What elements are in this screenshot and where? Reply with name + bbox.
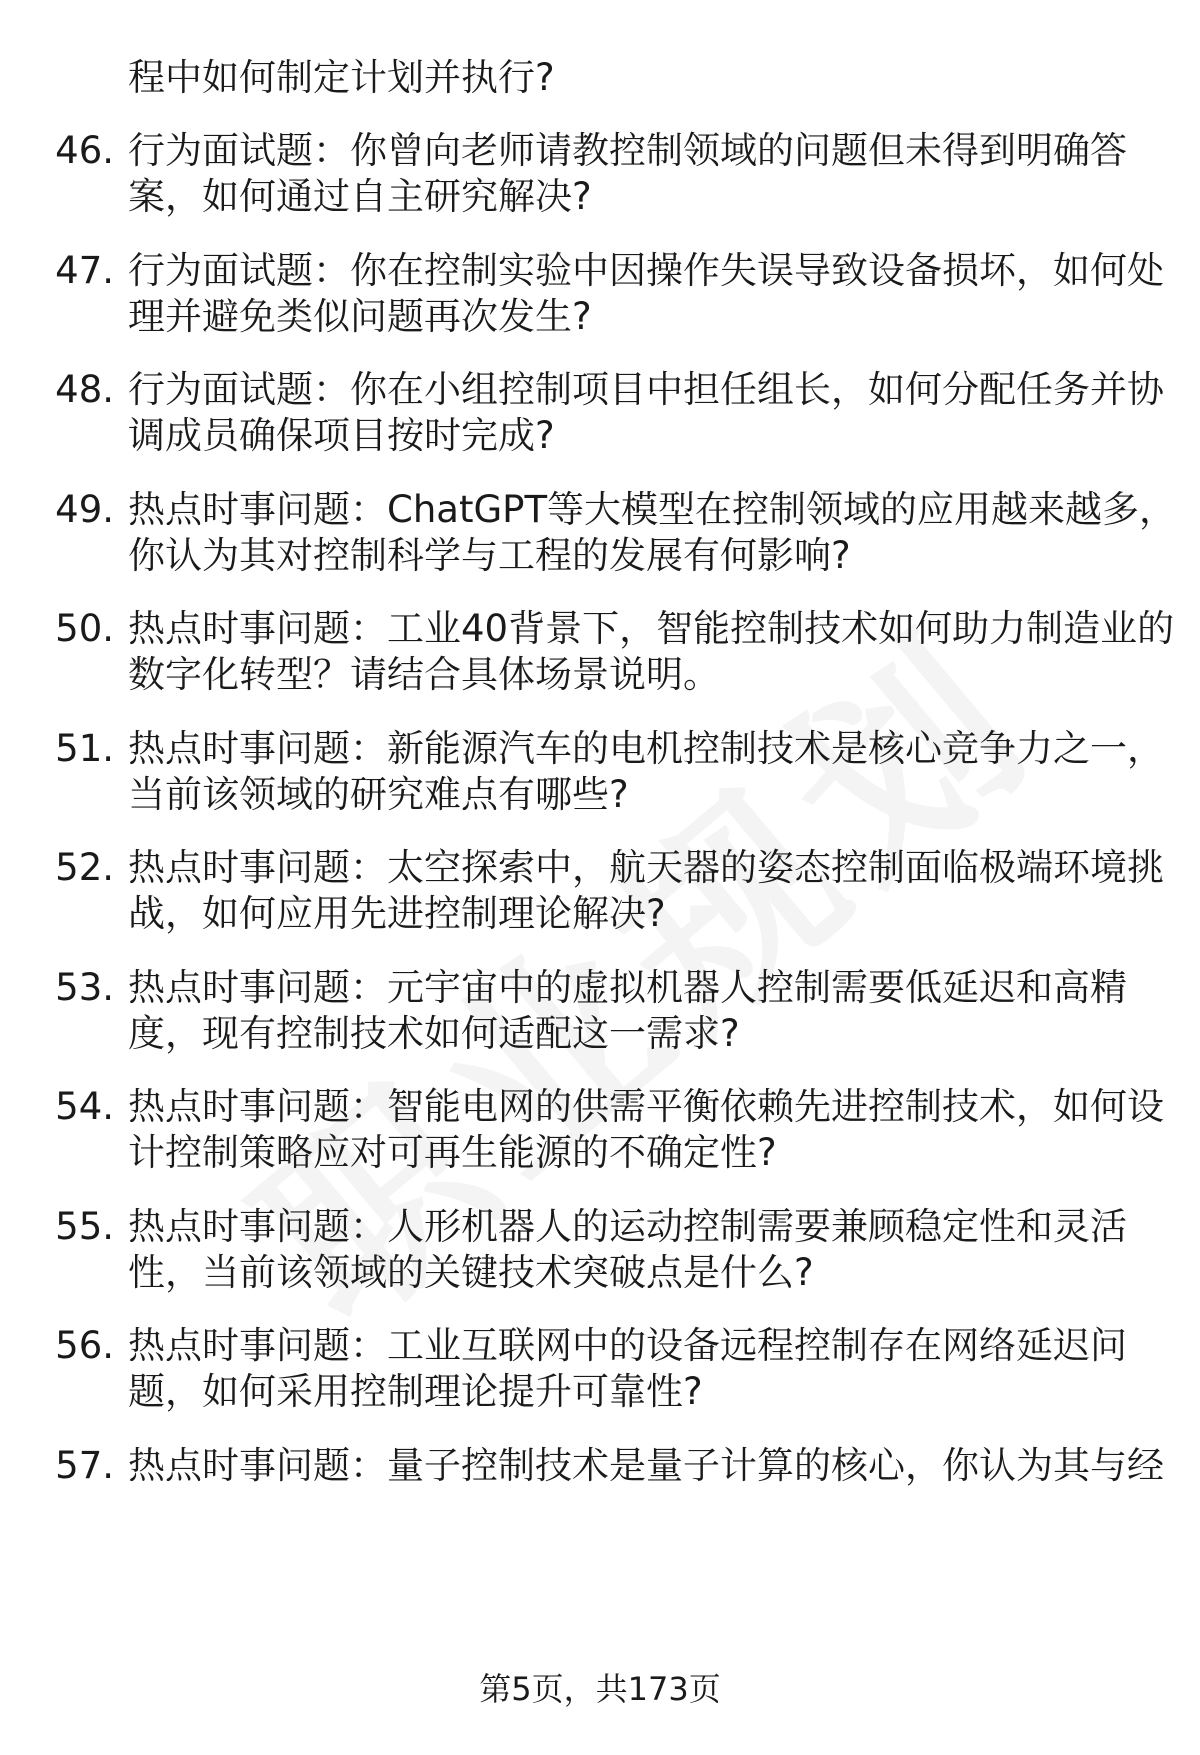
question-line: 行为面试题：你在控制实验中因操作失误导致设备损坏，如何处 bbox=[128, 249, 1164, 292]
question-number: 50. bbox=[55, 607, 114, 650]
question-line: 行为面试题：你曾向老师请教控制领域的问题但未得到明确答 bbox=[128, 129, 1127, 172]
question-line: 计控制策略应对可再生能源的不确定性? bbox=[128, 1131, 777, 1174]
question-line: 案，如何通过自主研究解决? bbox=[128, 175, 592, 218]
question-line: 热点时事问题：量子控制技术是量子计算的核心，你认为其与经 bbox=[128, 1444, 1164, 1487]
question-line: 热点时事问题：人形机器人的运动控制需要兼顾稳定性和灵活 bbox=[128, 1205, 1127, 1248]
question-line: 性，当前该领域的关键技术突破点是什么? bbox=[128, 1251, 814, 1294]
question-number: 47. bbox=[55, 249, 114, 292]
question-line: 当前该领域的研究难点有哪些? bbox=[128, 773, 629, 816]
question-number: 46. bbox=[55, 129, 114, 172]
question-line: 理并避免类似问题再次发生? bbox=[128, 295, 592, 338]
page-footer: 第5页，共173页 bbox=[479, 1670, 721, 1708]
question-number: 49. bbox=[55, 488, 114, 531]
question-line: 热点时事问题：新能源汽车的电机控制技术是核心竞争力之一， bbox=[128, 727, 1164, 770]
question-line: 战，如何应用先进控制理论解决? bbox=[128, 892, 666, 935]
question-line: 你认为其对控制科学与工程的发展有何影响? bbox=[128, 534, 851, 577]
question-number: 53. bbox=[55, 966, 114, 1009]
question-number: 57. bbox=[55, 1444, 114, 1487]
question-number: 51. bbox=[55, 727, 114, 770]
question-line: 热点时事问题：工业互联网中的设备远程控制存在网络延迟问 bbox=[128, 1324, 1127, 1367]
question-number: 54. bbox=[55, 1085, 114, 1128]
question-number: 55. bbox=[55, 1205, 114, 1248]
question-line: 题，如何采用控制理论提升可靠性? bbox=[128, 1370, 703, 1413]
question-number: 56. bbox=[55, 1324, 114, 1367]
question-number: 48. bbox=[55, 368, 114, 411]
question-line: 数字化转型？请结合具体场景说明。 bbox=[128, 653, 720, 696]
question-line: 度，现有控制技术如何适配这一需求? bbox=[128, 1012, 740, 1055]
question-line: 热点时事问题：元宇宙中的虚拟机器人控制需要低延迟和高精 bbox=[128, 966, 1127, 1009]
question-line: 热点时事问题：ChatGPT等大模型在控制领域的应用越来越多， bbox=[128, 488, 1177, 531]
question-line: 行为面试题：你在小组控制项目中担任组长，如何分配任务并协 bbox=[128, 368, 1164, 411]
question-number: 52. bbox=[55, 846, 114, 889]
continuation-text: 程中如何制定计划并执行? bbox=[128, 56, 555, 99]
question-line: 热点时事问题：工业40背景下，智能控制技术如何助力制造业的 bbox=[128, 607, 1175, 650]
question-line: 热点时事问题：太空探索中，航天器的姿态控制面临极端环境挑 bbox=[128, 846, 1164, 889]
question-line: 热点时事问题：智能电网的供需平衡依赖先进控制技术，如何设 bbox=[128, 1085, 1164, 1128]
question-line: 调成员确保项目按时完成? bbox=[128, 414, 555, 457]
